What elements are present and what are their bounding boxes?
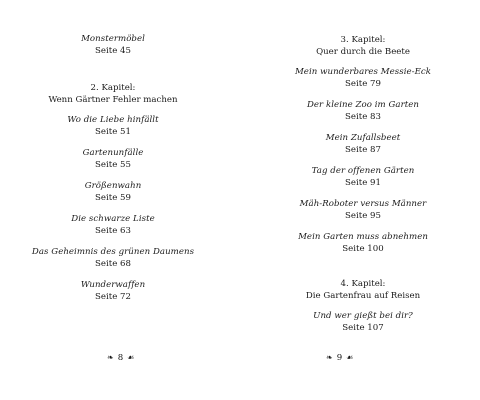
page-folio-right [326,352,353,364]
chapter-name: Quer durch die Beete [316,46,410,57]
entry-title: Tag der offenen Gärten [311,166,415,176]
entry-title: Das Geheimnis des grünen Daumens [31,247,195,257]
entry-page-number: Seite 79 [345,78,381,89]
entry-title: Die schwarze Liste [71,214,155,224]
toc-entry[interactable] [0,181,233,204]
entry-title: Monstermöbel [81,34,145,44]
entry-page-number: Seite 87 [345,144,381,155]
toc-entry[interactable] [0,247,233,270]
page-folio-left [107,352,134,364]
entry-page-number: Seite 83 [345,111,381,122]
fleuron-icon: ☙ [346,353,354,362]
chapter-label: 4. Kapitel: [340,279,386,289]
entry-page-number: Seite 55 [95,159,131,170]
toc-entry[interactable] [243,311,480,334]
toc-entry[interactable] [243,67,480,90]
entry-page-number: Seite 59 [95,192,131,203]
entry-title: Größenwahn [84,181,142,191]
spacer [0,57,233,83]
entry-title: Wunderwaffen [80,280,146,290]
page-number: 9 [336,353,343,363]
entry-page-number: Seite 45 [95,45,131,56]
entry-title: Der kleine Zoo im Garten [306,100,419,110]
fleuron-icon: ☙ [127,353,135,362]
entry-page-number: Seite 63 [95,225,131,236]
entry-page-number: Seite 91 [345,177,381,188]
toc-entry[interactable] [243,100,480,123]
toc-entry[interactable] [0,280,233,303]
toc-entry[interactable] [0,148,233,171]
entry-title: Mein wunderbares Messie-Eck [294,67,432,77]
fleuron-icon: ❧ [326,353,333,362]
toc-entry[interactable] [243,166,480,189]
fleuron-icon: ❧ [107,353,114,362]
toc-entry[interactable] [243,133,480,156]
entry-page-number: Seite 51 [95,126,131,137]
right-page [240,0,480,400]
entry-title: Mäh-Roboter versus Männer [299,199,427,209]
chapter-heading [243,279,480,302]
toc-entry[interactable] [0,115,233,138]
entry-page-number: Seite 95 [345,210,381,221]
toc-entry[interactable] [243,232,480,255]
table-of-contents-left [0,34,233,303]
entry-page-number: Seite 107 [342,322,384,333]
entry-page-number: Seite 72 [95,291,131,302]
spacer [243,302,480,311]
entry-page-number: Seite 100 [342,243,384,254]
page-number: 8 [117,353,124,363]
entry-title: Und wer gießt bei dir? [313,311,413,321]
table-of-contents-right [243,35,480,334]
chapter-name: Wenn Gärtner Fehler machen [48,94,178,105]
entry-title: Mein Zufallsbeet [325,133,401,143]
entry-page-number: Seite 68 [95,258,131,269]
spacer [243,255,480,279]
entry-title: Gartenunfälle [82,148,144,158]
toc-entry[interactable] [0,34,233,57]
chapter-heading [0,83,233,106]
toc-entry[interactable] [0,214,233,237]
toc-entry[interactable] [243,199,480,222]
spacer [243,58,480,67]
entry-title: Mein Garten muss abnehmen [298,232,428,242]
entry-title: Wo die Liebe hinfällt [67,115,159,125]
chapter-label: 2. Kapitel: [90,83,136,93]
spacer [0,106,233,115]
chapter-label: 3. Kapitel: [340,35,386,45]
chapter-name: Die Gartenfrau auf Reisen [305,290,421,301]
chapter-heading [243,35,480,58]
